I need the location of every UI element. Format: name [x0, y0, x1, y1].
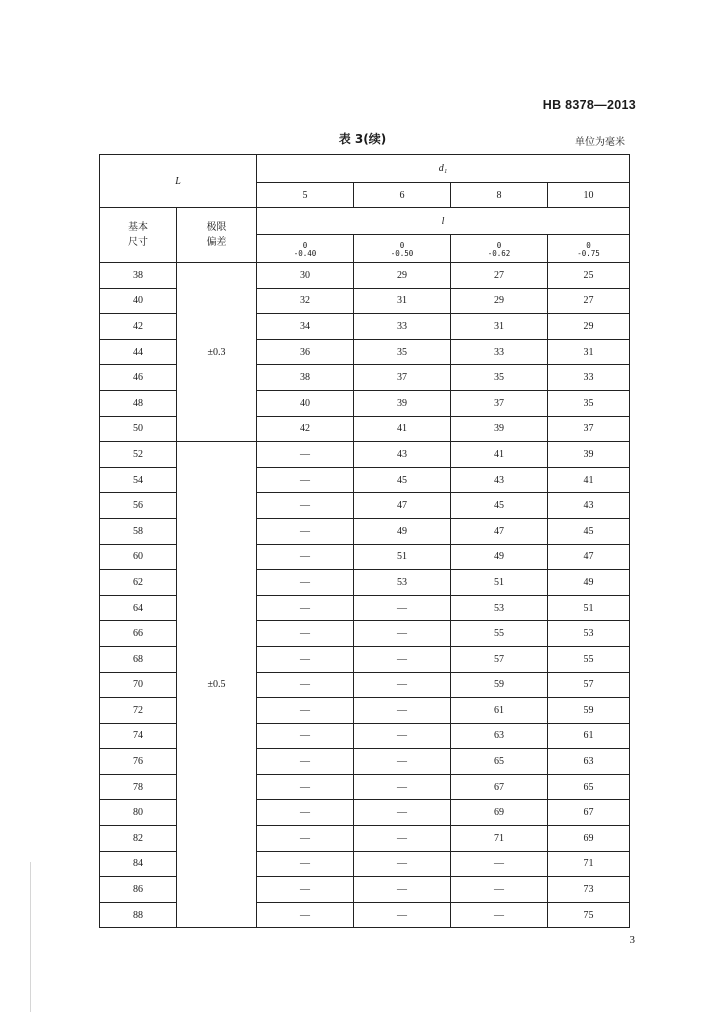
l-value-cell: — — [257, 544, 354, 570]
l-value-cell: 59 — [451, 672, 548, 698]
d1-value-10: 10 — [548, 183, 630, 208]
l-value-cell: — — [354, 877, 451, 903]
l-value-cell: 32 — [257, 288, 354, 314]
l-value-cell: 33 — [451, 339, 548, 365]
l-value-cell: 45 — [354, 467, 451, 493]
l-value-cell: 43 — [451, 467, 548, 493]
tolerance-lower: -0.75 — [577, 248, 600, 258]
l-value-cell: 67 — [548, 800, 630, 826]
l-value-cell: 37 — [548, 416, 630, 442]
scan-artifact-line — [30, 862, 31, 1012]
l-value-cell: — — [257, 877, 354, 903]
l-value-cell: — — [354, 851, 451, 877]
l-value-cell: — — [257, 774, 354, 800]
tolerance-lower: -0.50 — [390, 248, 414, 258]
l-value-cell: 39 — [548, 442, 630, 468]
basic-size-cell: 88 — [100, 902, 177, 928]
basic-size-cell: 54 — [100, 467, 177, 493]
l-value-cell: 41 — [354, 416, 451, 442]
l-value-cell: 27 — [451, 263, 548, 289]
l-value-cell: 59 — [548, 698, 630, 724]
basic-size-header — [100, 208, 177, 263]
l-value-cell: — — [354, 723, 451, 749]
l-value-cell: 45 — [548, 518, 630, 544]
basic-size-cell: 56 — [100, 493, 177, 519]
d1-value-6: 6 — [354, 183, 451, 208]
l-value-cell: — — [257, 672, 354, 698]
dimension-table — [99, 154, 630, 928]
tolerance-lower: -0.62 — [487, 248, 511, 258]
l-value-cell: 49 — [354, 518, 451, 544]
basic-size-cell: 82 — [100, 826, 177, 852]
l-value-cell: 65 — [548, 774, 630, 800]
l-header: l — [257, 208, 630, 235]
basic-size-cell: 50 — [100, 416, 177, 442]
limit-deviation-cell: ±0.3 — [177, 263, 257, 442]
tolerance-upper: 0 — [496, 241, 502, 251]
basic-size-label-line2: 尺寸 — [128, 237, 148, 248]
l-value-cell: 63 — [451, 723, 548, 749]
l-value-cell: — — [354, 595, 451, 621]
d1-value-5: 5 — [257, 183, 354, 208]
tolerance-upper: 0 — [586, 241, 591, 251]
basic-size-cell: 86 — [100, 877, 177, 903]
limit-deviation-header — [177, 208, 257, 263]
l-value-cell: — — [257, 646, 354, 672]
l-value-cell: 35 — [451, 365, 548, 391]
l-value-cell: 29 — [451, 288, 548, 314]
l-value-cell: 53 — [548, 621, 630, 647]
basic-size-cell: 68 — [100, 646, 177, 672]
l-value-cell: 51 — [548, 595, 630, 621]
l-value-cell: 47 — [354, 493, 451, 519]
l-value-cell: 53 — [451, 595, 548, 621]
l-value-cell: 43 — [548, 493, 630, 519]
l-value-cell: 55 — [451, 621, 548, 647]
basic-size-cell: 84 — [100, 851, 177, 877]
basic-size-cell: 72 — [100, 698, 177, 724]
L-header: L — [100, 155, 257, 208]
l-value-cell: — — [257, 467, 354, 493]
l-value-cell: 39 — [451, 416, 548, 442]
page-number: 3 — [629, 934, 635, 946]
l-value-cell: — — [354, 672, 451, 698]
l-value-cell: — — [451, 877, 548, 903]
unit-note: 单位为毫米 — [575, 137, 625, 148]
l-value-cell: — — [354, 621, 451, 647]
l-value-cell: 65 — [451, 749, 548, 775]
l-value-cell: 69 — [548, 826, 630, 852]
l-value-cell: — — [257, 570, 354, 596]
basic-size-cell: 74 — [100, 723, 177, 749]
l-value-cell: 69 — [451, 800, 548, 826]
basic-size-cell: 78 — [100, 774, 177, 800]
l-value-cell: — — [257, 902, 354, 928]
l-value-cell: 67 — [451, 774, 548, 800]
l-value-cell: 49 — [548, 570, 630, 596]
basic-size-cell: 62 — [100, 570, 177, 596]
l-value-cell: 37 — [354, 365, 451, 391]
l-value-cell: 57 — [548, 672, 630, 698]
l-value-cell: — — [257, 493, 354, 519]
l-value-cell: 51 — [451, 570, 548, 596]
l-value-cell: — — [257, 698, 354, 724]
l-value-cell: 63 — [548, 749, 630, 775]
l-value-cell: — — [354, 800, 451, 826]
l-value-cell: 30 — [257, 263, 354, 289]
basic-size-label-line1: 基本 — [128, 222, 148, 233]
l-value-cell: 47 — [548, 544, 630, 570]
limit-dev-label-line2: 偏差 — [206, 237, 227, 248]
l-value-cell: 42 — [257, 416, 354, 442]
l-value-cell: 27 — [548, 288, 630, 314]
table-caption: 表 3(续) — [338, 132, 387, 146]
l-value-cell: — — [257, 442, 354, 468]
basic-size-cell: 48 — [100, 390, 177, 416]
l-value-cell: — — [257, 595, 354, 621]
d1-value-8: 8 — [451, 183, 548, 208]
document-code: HB 8378—2013 — [542, 98, 636, 112]
basic-size-cell: 58 — [100, 518, 177, 544]
l-value-cell: — — [354, 826, 451, 852]
l-value-cell: — — [354, 902, 451, 928]
l-value-cell: 47 — [451, 518, 548, 544]
table-row — [100, 442, 630, 468]
l-value-cell: — — [257, 518, 354, 544]
l-value-cell: 71 — [451, 826, 548, 852]
tolerance-cell — [354, 235, 451, 263]
l-value-cell: 35 — [548, 390, 630, 416]
l-value-cell: 41 — [451, 442, 548, 468]
l-value-cell: 45 — [451, 493, 548, 519]
basic-size-cell: 80 — [100, 800, 177, 826]
l-value-cell: 73 — [548, 877, 630, 903]
l-value-cell: 29 — [354, 263, 451, 289]
l-value-cell: 61 — [451, 698, 548, 724]
l-value-cell: 51 — [354, 544, 451, 570]
l-value-cell: 38 — [257, 365, 354, 391]
basic-size-cell: 38 — [100, 263, 177, 289]
basic-size-cell: 46 — [100, 365, 177, 391]
l-value-cell: 33 — [548, 365, 630, 391]
l-value-cell: 25 — [548, 263, 630, 289]
basic-size-cell: 60 — [100, 544, 177, 570]
tolerance-upper: 0 — [302, 241, 308, 251]
l-value-cell: 31 — [451, 314, 548, 340]
l-value-cell: 37 — [451, 390, 548, 416]
l-value-cell: 61 — [548, 723, 630, 749]
l-value-cell: 39 — [354, 390, 451, 416]
basic-size-cell: 66 — [100, 621, 177, 647]
l-value-cell: 31 — [548, 339, 630, 365]
l-value-cell: — — [354, 646, 451, 672]
l-value-cell: — — [354, 749, 451, 775]
l-value-cell: 49 — [451, 544, 548, 570]
l-value-cell: — — [354, 774, 451, 800]
l-value-cell: 43 — [354, 442, 451, 468]
basic-size-cell: 44 — [100, 339, 177, 365]
basic-size-cell: 70 — [100, 672, 177, 698]
d1-header: d₁ — [257, 155, 630, 183]
l-value-cell: 33 — [354, 314, 451, 340]
l-value-cell: 35 — [354, 339, 451, 365]
l-value-cell: — — [257, 851, 354, 877]
l-value-cell: — — [257, 621, 354, 647]
l-value-cell: 71 — [548, 851, 630, 877]
l-value-cell: — — [257, 749, 354, 775]
l-value-cell: — — [451, 851, 548, 877]
tolerance-cell — [257, 235, 354, 263]
l-value-cell: 55 — [548, 646, 630, 672]
basic-size-cell: 42 — [100, 314, 177, 340]
tolerance-upper: 0 — [399, 241, 405, 251]
basic-size-cell: 64 — [100, 595, 177, 621]
basic-size-cell: 52 — [100, 442, 177, 468]
l-value-cell: — — [451, 902, 548, 928]
limit-deviation-cell: ±0.5 — [177, 442, 257, 928]
limit-dev-label-line1: 极限 — [206, 222, 227, 233]
l-value-cell: 41 — [548, 467, 630, 493]
l-value-cell: — — [257, 826, 354, 852]
l-value-cell: — — [354, 698, 451, 724]
l-value-cell: 36 — [257, 339, 354, 365]
table-row — [100, 263, 630, 289]
l-value-cell: 31 — [354, 288, 451, 314]
tolerance-cell — [451, 235, 548, 263]
l-value-cell: 75 — [548, 902, 630, 928]
l-value-cell: 57 — [451, 646, 548, 672]
tolerance-lower: -0.40 — [293, 248, 317, 258]
tolerance-cell — [548, 235, 630, 263]
basic-size-cell: 40 — [100, 288, 177, 314]
l-value-cell: — — [257, 800, 354, 826]
l-value-cell: — — [257, 723, 354, 749]
l-value-cell: 53 — [354, 570, 451, 596]
basic-size-cell: 76 — [100, 749, 177, 775]
l-value-cell: 40 — [257, 390, 354, 416]
l-value-cell: 29 — [548, 314, 630, 340]
l-value-cell: 34 — [257, 314, 354, 340]
